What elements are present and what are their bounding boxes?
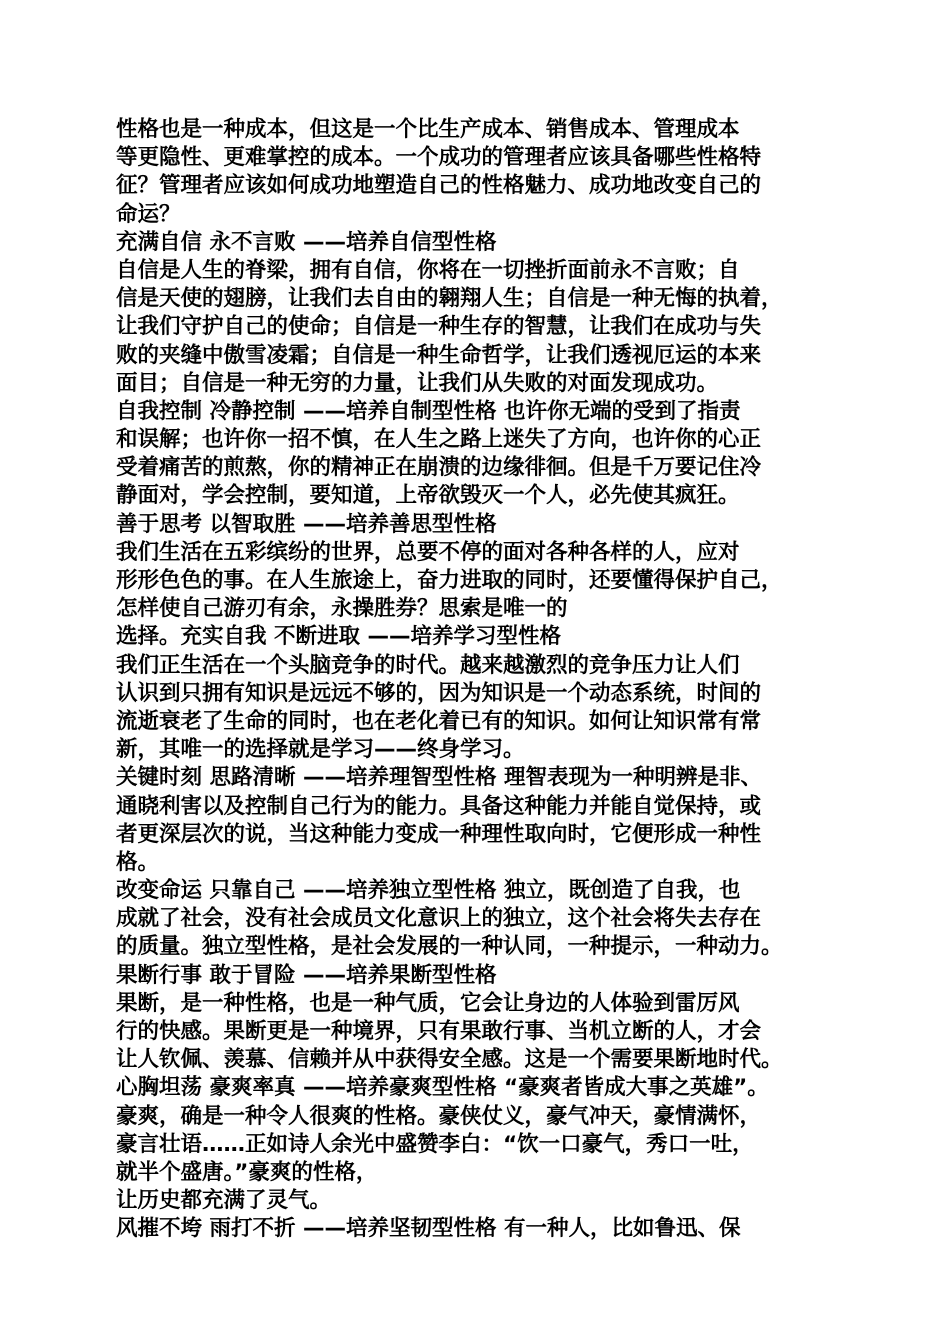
section-heading: 充满自信 永不言败 ——培养自信型性格 bbox=[116, 229, 497, 255]
text-line: 等更隐性、更难掌控的成本。一个成功的管理者应该具备哪些性格特 bbox=[116, 145, 762, 171]
text-line: 果断，是一种性格，也是一种气质，它会让身边的人体验到雷厉风 bbox=[116, 990, 740, 1016]
text-line: 征？管理者应该如何成功地塑造自己的性格魅力、成功地改变自己的 bbox=[116, 173, 762, 199]
text-line: 我们生活在五彩缤纷的世界，总要不停的面对各种各样的人，应对 bbox=[116, 539, 740, 565]
section-heading: 果断行事 敢于冒险 ——培养果断型性格 bbox=[116, 962, 497, 988]
text-line: 自信是人生的脊梁，拥有自信，你将在一切挫折面前永不言败；自 bbox=[116, 257, 740, 283]
section-heading: 心胸坦荡 豪爽率真 ——培养豪爽型性格 “豪爽者皆成大事之英雄”。 bbox=[116, 1075, 769, 1101]
text-line: 受着痛苦的煎熬，你的精神正在崩溃的边缘徘徊。但是千万要记住冷 bbox=[116, 455, 762, 481]
document-body bbox=[116, 116, 856, 1244]
text-line: 和误解；也许你一招不慎，在人生之路上迷失了方向，也许你的心正 bbox=[116, 427, 762, 453]
text-line: 行的快感。果断更是一种境界，只有果敢行事、当机立断的人，才会 bbox=[116, 1019, 762, 1044]
text-line: 败的夹缝中傲雪凌霜；自信是一种生命哲学，让我们透视厄运的本来 bbox=[116, 342, 762, 368]
text-line: 格。 bbox=[116, 849, 160, 875]
section-heading: 选择。充实自我 不断进取 ——培养学习型性格 bbox=[116, 624, 561, 650]
text-line: 就半个盛唐。”豪爽的性格， bbox=[116, 1159, 378, 1185]
text-line: 者更深层次的说，当这种能力变成一种理性取向时，它便形成一种性 bbox=[116, 821, 762, 847]
text-line: 新，其唯一的选择就是学习——终身学习。 bbox=[116, 737, 525, 763]
text-line: 的质量。独立型性格，是社会发展的一种认同，一种提示，一种动力。 bbox=[116, 934, 783, 960]
section-heading: 善于思考 以智取胜 ——培养善思型性格 bbox=[116, 511, 497, 537]
text-line: 成就了社会，没有社会成员文化意识上的独立，这个社会将失去存在 bbox=[116, 906, 762, 932]
text-line: 性格也是一种成本，但这是一个比生产成本、销售成本、管理成本 bbox=[116, 117, 740, 142]
text-line: 让历史都充满了灵气。 bbox=[116, 1188, 332, 1214]
text-line: 流逝衰老了生命的同时，也在老化着已有的知识。如何让知识常有常 bbox=[116, 708, 762, 734]
section-heading: 风摧不垮 雨打不折 ——培养坚韧型性格 有一种人，比如鲁迅、保 bbox=[116, 1216, 741, 1242]
text-line: 怎样使自己游刃有余，永操胜券？思索是唯一的 bbox=[116, 596, 568, 622]
text-line: 形形色色的事。在人生旅途上，奋力进取的同时，还要懂得保护自己， bbox=[116, 568, 783, 593]
text-line: 命运？ bbox=[116, 201, 181, 227]
text-line: 信是天使的翅膀，让我们去自由的翱翔人生；自信是一种无悔的执着， bbox=[116, 286, 783, 312]
text-line: 静面对，学会控制，要知道，上帝欲毁灭一个人，必先使其疯狂。 bbox=[116, 483, 740, 509]
section-heading: 改变命运 只靠自己 ——培养独立型性格 独立，既创造了自我，也 bbox=[116, 878, 741, 904]
section-heading: 自我控制 冷静控制 ——培养自制型性格 也许你无端的受到了指责 bbox=[116, 398, 741, 424]
text-line: 豪言壮语……正如诗人余光中盛赞李白：“饮一口豪气，秀口一吐， bbox=[116, 1131, 754, 1157]
text-line: 通晓利害以及控制自己行为的能力。具备这种能力并能自觉保持，或 bbox=[116, 793, 762, 819]
text-line: 让我们守护自己的使命；自信是一种生存的智慧，让我们在成功与失 bbox=[116, 314, 762, 340]
section-heading: 关键时刻 思路清晰 ——培养理智型性格 理智表现为一种明辨是非、 bbox=[116, 765, 762, 791]
text-line: 面目；自信是一种无穷的力量，让我们从失败的对面发现成功。 bbox=[116, 370, 719, 396]
text-line: 豪爽，确是一种令人很爽的性格。豪侠仗义，豪气冲天，豪情满怀， bbox=[116, 1103, 762, 1129]
text-line: 让人钦佩、羡慕、信赖并从中获得安全感。这是一个需要果断地时代。 bbox=[116, 1047, 783, 1073]
text-line: 认识到只拥有知识是远远不够的，因为知识是一个动态系统，时间的 bbox=[116, 680, 762, 706]
text-line: 我们正生活在一个头脑竞争的时代。越来越激烈的竞争压力让人们 bbox=[116, 652, 740, 678]
